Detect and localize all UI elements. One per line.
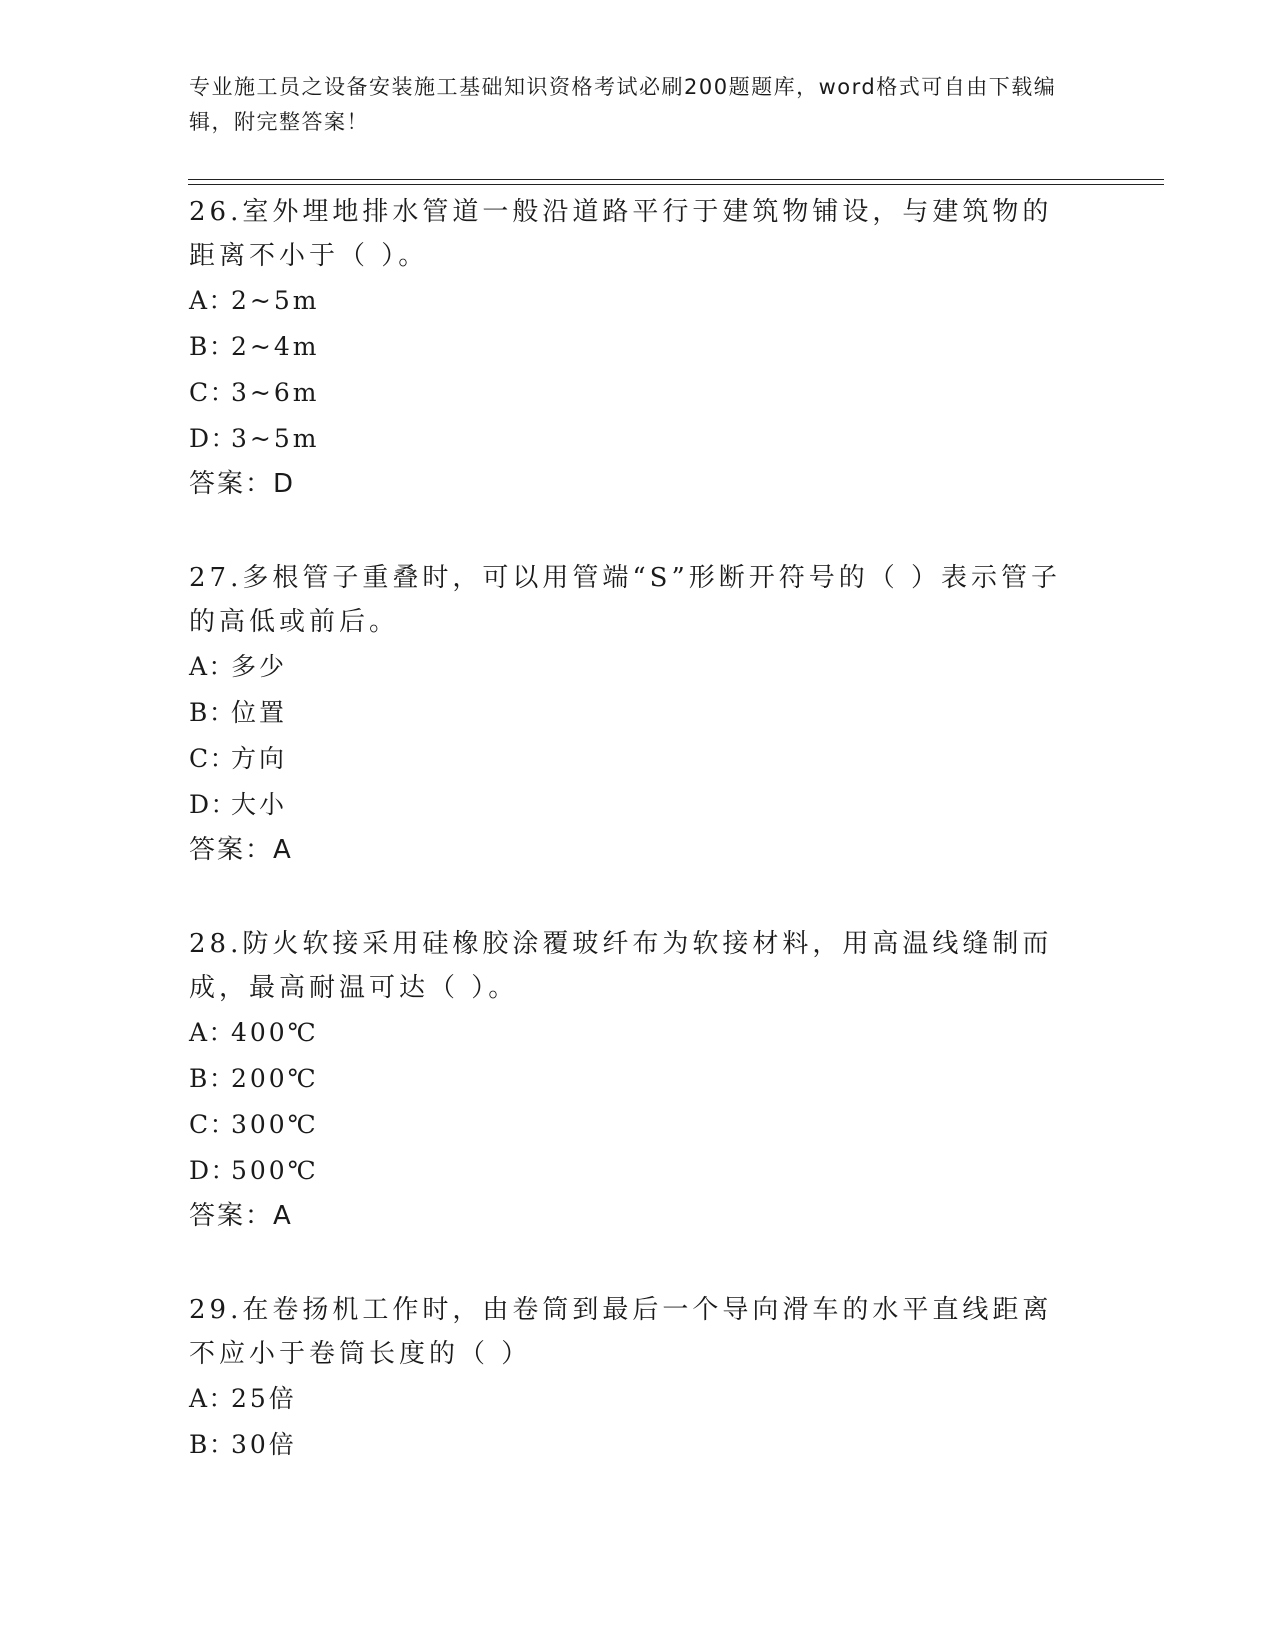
- header-divider-bottom: [188, 184, 1164, 185]
- option-b: [189, 1056, 1069, 1102]
- question-stem: 29.在卷扬机工作时，由卷筒到最后一个导向滑车的水平直线距离不应小于卷筒长度的（ ）: [189, 1295, 1053, 1369]
- option-key: D：: [189, 1156, 238, 1185]
- option-value: 3~5m: [231, 424, 320, 453]
- option-value: 大小: [231, 790, 288, 819]
- option-key: C：: [189, 378, 237, 407]
- option-value: 500℃: [231, 1156, 319, 1185]
- option-key: B：: [189, 698, 236, 727]
- option-key: D：: [189, 790, 238, 819]
- option-key: C：: [189, 1110, 237, 1139]
- option-value: 多少: [231, 652, 288, 681]
- option-key: A：: [189, 1018, 236, 1047]
- option-c: [189, 370, 1069, 416]
- option-value: 30倍: [231, 1430, 297, 1459]
- option-c: [189, 1102, 1069, 1148]
- option-a: [189, 1010, 1069, 1056]
- option-b: [189, 1422, 1069, 1468]
- option-value: 400℃: [231, 1018, 319, 1047]
- question-stem: 27.多根管子重叠时，可以用管端“S”形断开符号的（ ）表示管子的高低或前后。: [189, 563, 1062, 637]
- question-27: [189, 556, 1069, 872]
- answer-line: 答案：A: [189, 1201, 293, 1231]
- option-key: A：: [189, 652, 236, 681]
- option-b: [189, 690, 1069, 736]
- option-value: 3~6m: [231, 378, 320, 407]
- option-c: [189, 736, 1069, 782]
- option-value: 2~4m: [231, 332, 320, 361]
- option-value: 200℃: [231, 1064, 319, 1093]
- option-b: [189, 324, 1069, 370]
- question-26: [189, 190, 1069, 506]
- question-stem: 28.防火软接采用硅橡胶涂覆玻纤布为软接材料，用高温线缝制而成，最高耐温可达（ ）。: [189, 929, 1053, 1003]
- option-a: [189, 1376, 1069, 1422]
- question-stem: 26.室外埋地排水管道一般沿道路平行于建筑物铺设，与建筑物的距离不小于（ ）。: [189, 197, 1053, 271]
- option-value: 位置: [231, 698, 288, 727]
- option-key: B：: [189, 1064, 236, 1093]
- question-28: [189, 922, 1069, 1238]
- option-d: [189, 416, 1069, 462]
- option-key: A：: [189, 286, 236, 315]
- option-key: B：: [189, 332, 236, 361]
- header-divider-top: [188, 179, 1164, 180]
- option-key: A：: [189, 1384, 236, 1413]
- answer-line: 答案：A: [189, 835, 293, 865]
- option-d: [189, 782, 1069, 828]
- option-key: C：: [189, 744, 237, 773]
- answer-line: 答案：D: [189, 469, 296, 499]
- option-d: [189, 1148, 1069, 1194]
- option-value: 300℃: [231, 1110, 319, 1139]
- option-key: B：: [189, 1430, 236, 1459]
- document-header: 专业施工员之设备安装施工基础知识资格考试必刷200题题库，word格式可自由下载编辑，附完整答案！: [189, 75, 1057, 134]
- option-a: [189, 644, 1069, 690]
- option-value: 25倍: [231, 1384, 297, 1413]
- question-29: [189, 1288, 1069, 1468]
- option-a: [189, 278, 1069, 324]
- option-value: 2~5m: [231, 286, 320, 315]
- option-key: D：: [189, 424, 238, 453]
- option-value: 方向: [231, 744, 288, 773]
